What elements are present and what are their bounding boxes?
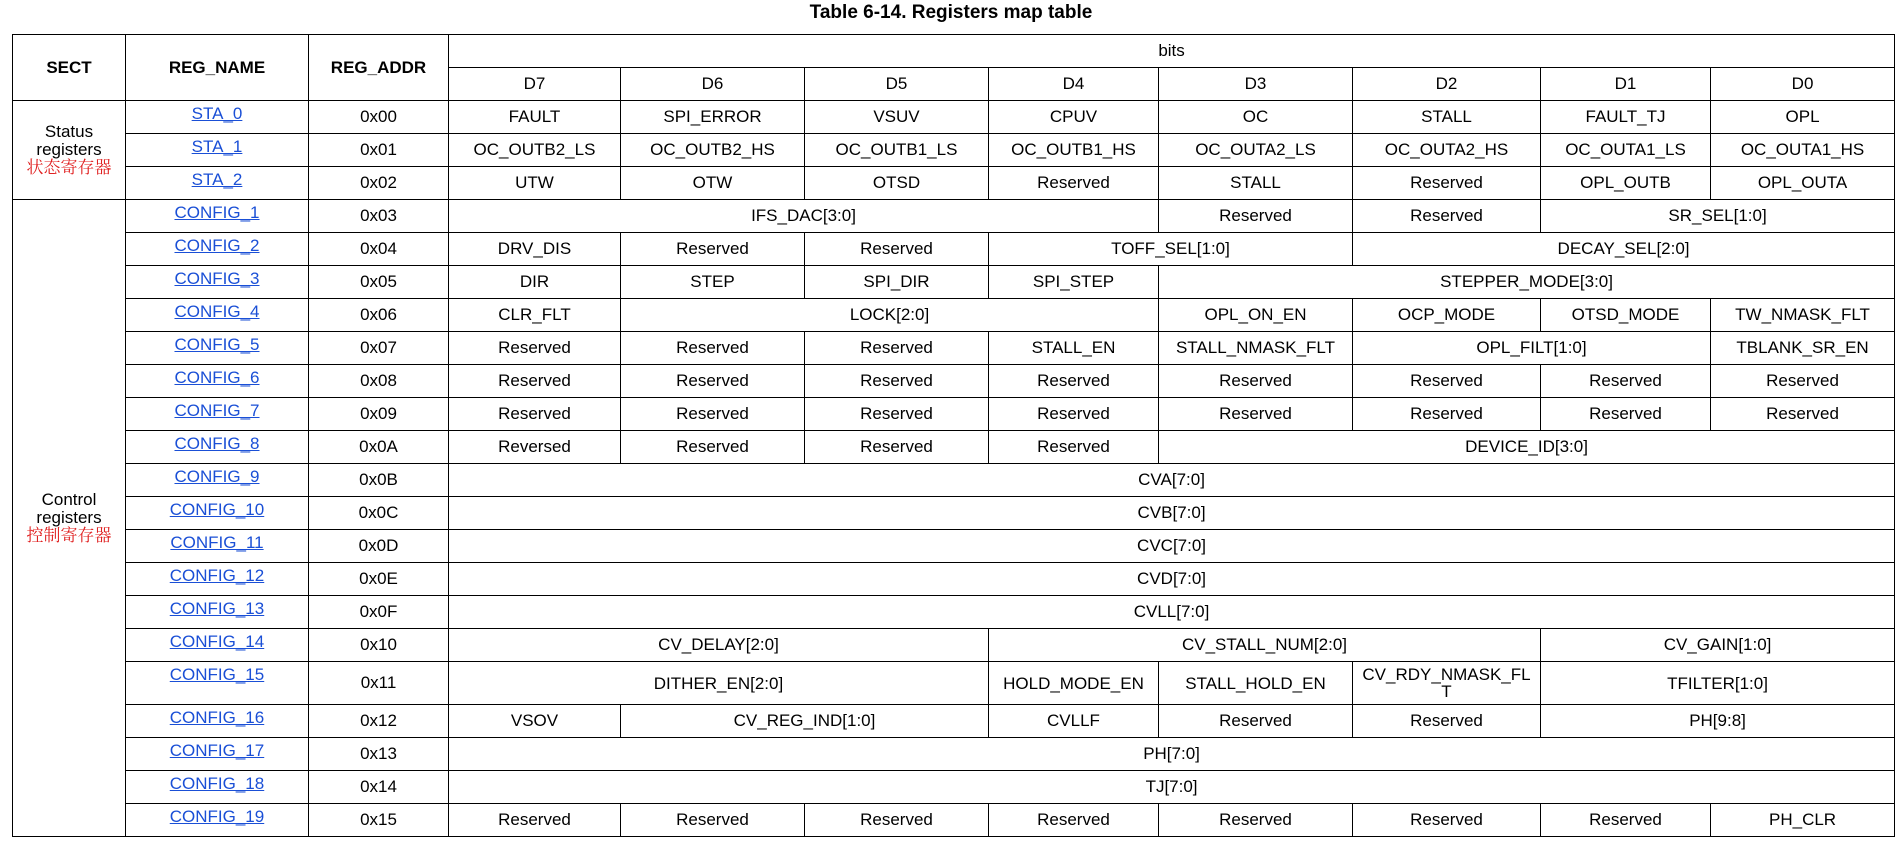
table-row bbox=[13, 266, 1895, 299]
bit-field-cell: Reserved bbox=[1159, 200, 1353, 233]
reg-name-link[interactable]: CONFIG_18 bbox=[169, 774, 265, 793]
bit-field-cell: Reserved bbox=[1353, 804, 1541, 837]
header-bit-d3: D3 bbox=[1159, 68, 1353, 101]
reg-name-link[interactable]: CONFIG_9 bbox=[174, 467, 260, 486]
reg-addr-cell: 0x15 bbox=[309, 804, 449, 837]
bit-field-cell: OTSD bbox=[805, 167, 989, 200]
bit-field-cell: OC bbox=[1159, 101, 1353, 134]
bit-field-cell: Reserved bbox=[805, 431, 989, 464]
reg-name-cell bbox=[126, 431, 309, 464]
bit-field-cell: Reserved bbox=[621, 332, 805, 365]
bit-field-cell: Reserved bbox=[1353, 398, 1541, 431]
bit-field-cell: CVD[7:0] bbox=[449, 563, 1895, 596]
reg-name-link[interactable]: CONFIG_15 bbox=[169, 665, 265, 684]
reg-addr-cell: 0x0F bbox=[309, 596, 449, 629]
reg-addr-cell: 0x0B bbox=[309, 464, 449, 497]
bit-field-cell: CVLL[7:0] bbox=[449, 596, 1895, 629]
reg-addr-cell: 0x00 bbox=[309, 101, 449, 134]
reg-name-link[interactable]: CONFIG_11 bbox=[170, 533, 264, 552]
reg-addr-cell: 0x03 bbox=[309, 200, 449, 233]
reg-addr-cell: 0x09 bbox=[309, 398, 449, 431]
bit-field-cell: STALL_EN bbox=[989, 332, 1159, 365]
control-section-cell bbox=[13, 200, 126, 837]
bit-field-cell: Reserved bbox=[1353, 365, 1541, 398]
bit-field-cell: PH[7:0] bbox=[449, 738, 1895, 771]
bit-field-cell: OPL bbox=[1711, 101, 1895, 134]
bit-field-cell: Reserved bbox=[621, 233, 805, 266]
bit-field-cell: OC_OUTB1_HS bbox=[989, 134, 1159, 167]
bit-field-cell: DIR bbox=[449, 266, 621, 299]
table-row bbox=[13, 233, 1895, 266]
table-caption: Table 6-14. Registers map table bbox=[809, 2, 1093, 23]
reg-addr-cell: 0x0E bbox=[309, 563, 449, 596]
header-bit-d7: D7 bbox=[449, 68, 621, 101]
bit-field-cell: SPI_STEP bbox=[989, 266, 1159, 299]
table-row bbox=[13, 167, 1895, 200]
bit-field-cell: Reserved bbox=[1159, 365, 1353, 398]
bit-field-cell: CV_REG_IND[1:0] bbox=[621, 705, 989, 738]
bit-field-cell: STALL_HOLD_EN bbox=[1159, 662, 1353, 705]
reg-name-link[interactable]: CONFIG_13 bbox=[169, 599, 265, 618]
reg-addr-cell: 0x11 bbox=[309, 662, 449, 705]
bit-field-cell: TBLANK_SR_EN bbox=[1711, 332, 1895, 365]
header-bit-d6: D6 bbox=[621, 68, 805, 101]
bit-field-cell: Reserved bbox=[989, 431, 1159, 464]
bit-field-cell: Reserved bbox=[621, 398, 805, 431]
header-bit-d0: D0 bbox=[1711, 68, 1895, 101]
reg-name-cell bbox=[126, 299, 309, 332]
reg-addr-cell: 0x12 bbox=[309, 705, 449, 738]
reg-name-cell bbox=[126, 563, 309, 596]
reg-name-cell bbox=[126, 464, 309, 497]
control-section-label-zh: 控制寄存器 bbox=[26, 526, 112, 545]
table-row bbox=[13, 134, 1895, 167]
bit-field-cell: CVLLF bbox=[989, 705, 1159, 738]
reg-addr-cell: 0x14 bbox=[309, 771, 449, 804]
table-row bbox=[13, 705, 1895, 738]
reg-name-link[interactable]: CONFIG_5 bbox=[174, 335, 260, 354]
reg-name-link[interactable]: STA_1 bbox=[191, 137, 243, 156]
bit-field-cell: CV_RDY_NMASK_FLT bbox=[1353, 662, 1541, 705]
header-bit-d1: D1 bbox=[1541, 68, 1711, 101]
reg-addr-cell: 0x0A bbox=[309, 431, 449, 464]
registers-map-table bbox=[12, 34, 1895, 837]
status-section-label-zh: 状态寄存器 bbox=[26, 158, 112, 177]
table-row bbox=[13, 299, 1895, 332]
reg-name-cell bbox=[126, 233, 309, 266]
bit-field-cell: STALL bbox=[1353, 101, 1541, 134]
bit-field-cell: OC_OUTA2_HS bbox=[1353, 134, 1541, 167]
table-row bbox=[13, 101, 1895, 134]
table-row bbox=[13, 629, 1895, 662]
bit-field-cell: CLR_FLT bbox=[449, 299, 621, 332]
bit-field-cell: Reserved bbox=[449, 365, 621, 398]
bit-field-cell: Reserved bbox=[1541, 398, 1711, 431]
reg-addr-cell: 0x04 bbox=[309, 233, 449, 266]
bit-field-cell: SPI_ERROR bbox=[621, 101, 805, 134]
bit-field-cell: VSUV bbox=[805, 101, 989, 134]
bit-field-cell: OPL_OUTB bbox=[1541, 167, 1711, 200]
bit-field-cell: HOLD_MODE_EN bbox=[989, 662, 1159, 705]
reg-name-cell bbox=[126, 705, 309, 738]
reg-name-link[interactable]: CONFIG_6 bbox=[174, 368, 260, 387]
bit-field-cell: Reserved bbox=[1159, 398, 1353, 431]
bit-field-cell: CPUV bbox=[989, 101, 1159, 134]
bit-field-cell: OPL_ON_EN bbox=[1159, 299, 1353, 332]
table-row bbox=[13, 497, 1895, 530]
bit-field-cell: DECAY_SEL[2:0] bbox=[1353, 233, 1895, 266]
bit-field-cell: Reserved bbox=[805, 398, 989, 431]
reg-name-cell bbox=[126, 365, 309, 398]
bit-field-cell: OC_OUTA2_LS bbox=[1159, 134, 1353, 167]
bit-field-cell: OC_OUTA1_HS bbox=[1711, 134, 1895, 167]
bit-field-cell: Reserved bbox=[805, 365, 989, 398]
table-row bbox=[13, 365, 1895, 398]
bit-field-cell: Reserved bbox=[805, 233, 989, 266]
reg-addr-cell: 0x0C bbox=[309, 497, 449, 530]
bit-field-cell: TW_NMASK_FLT bbox=[1711, 299, 1895, 332]
bit-field-cell: Reserved bbox=[989, 167, 1159, 200]
bit-field-cell: Reserved bbox=[1353, 167, 1541, 200]
reg-name-cell bbox=[126, 530, 309, 563]
bit-field-cell: TFILTER[1:0] bbox=[1541, 662, 1895, 705]
bit-field-cell: OC_OUTB2_HS bbox=[621, 134, 805, 167]
bit-field-cell: IFS_DAC[3:0] bbox=[449, 200, 1159, 233]
bit-field-cell: SPI_DIR bbox=[805, 266, 989, 299]
table-row bbox=[13, 398, 1895, 431]
reg-addr-cell: 0x13 bbox=[309, 738, 449, 771]
table-row bbox=[13, 200, 1895, 233]
reg-name-link[interactable]: CONFIG_12 bbox=[169, 566, 265, 585]
reg-name-link[interactable]: STA_0 bbox=[191, 104, 243, 123]
bit-field-cell: OPL_FILT[1:0] bbox=[1353, 332, 1711, 365]
table-row bbox=[13, 464, 1895, 497]
header-bit-d4: D4 bbox=[989, 68, 1159, 101]
bit-field-cell: TOFF_SEL[1:0] bbox=[989, 233, 1353, 266]
bit-field-cell: Reserved bbox=[449, 398, 621, 431]
bit-field-cell: Reserved bbox=[805, 804, 989, 837]
bit-field-cell: OC_OUTB1_LS bbox=[805, 134, 989, 167]
reg-addr-cell: 0x05 bbox=[309, 266, 449, 299]
bit-field-cell: TJ[7:0] bbox=[449, 771, 1895, 804]
bit-field-cell: STALL_NMASK_FLT bbox=[1159, 332, 1353, 365]
bit-field-cell: FAULT_TJ bbox=[1541, 101, 1711, 134]
reg-name-cell bbox=[126, 596, 309, 629]
bit-field-cell: CVA[7:0] bbox=[449, 464, 1895, 497]
reg-name-cell bbox=[126, 771, 309, 804]
bit-field-cell: CV_STALL_NUM[2:0] bbox=[989, 629, 1541, 662]
reg-name-cell bbox=[126, 101, 309, 134]
header-reg-addr: REG_ADDR bbox=[309, 35, 449, 101]
reg-addr-cell: 0x06 bbox=[309, 299, 449, 332]
reg-name-cell bbox=[126, 200, 309, 233]
bit-field-cell: SR_SEL[1:0] bbox=[1541, 200, 1895, 233]
bit-field-cell: CVC[7:0] bbox=[449, 530, 1895, 563]
reg-name-link[interactable]: CONFIG_14 bbox=[169, 632, 265, 651]
reg-name-link[interactable]: CONFIG_19 bbox=[169, 807, 265, 826]
table-row bbox=[13, 662, 1895, 705]
bit-field-cell: UTW bbox=[449, 167, 621, 200]
reg-name-cell bbox=[126, 629, 309, 662]
reg-addr-cell: 0x0D bbox=[309, 530, 449, 563]
bit-field-cell: Reserved bbox=[1353, 705, 1541, 738]
table-row bbox=[13, 332, 1895, 365]
table-row bbox=[13, 431, 1895, 464]
bit-field-cell: Reserved bbox=[989, 398, 1159, 431]
bit-field-cell: Reserved bbox=[621, 365, 805, 398]
reg-name-link[interactable]: CONFIG_10 bbox=[169, 500, 265, 519]
bit-field-cell: OCP_MODE bbox=[1353, 299, 1541, 332]
bit-field-cell: OTSD_MODE bbox=[1541, 299, 1711, 332]
reg-name-cell bbox=[126, 662, 309, 705]
reg-name-link[interactable]: CONFIG_4 bbox=[174, 302, 260, 321]
bit-field-cell: Reversed bbox=[449, 431, 621, 464]
bit-field-cell: STEP bbox=[621, 266, 805, 299]
bit-field-cell: OC_OUTB2_LS bbox=[449, 134, 621, 167]
bit-field-cell: Reserved bbox=[449, 332, 621, 365]
reg-name-cell bbox=[126, 266, 309, 299]
bit-field-cell: CVB[7:0] bbox=[449, 497, 1895, 530]
bit-field-cell: VSOV bbox=[449, 705, 621, 738]
table-row bbox=[13, 738, 1895, 771]
bit-field-cell: Reserved bbox=[1159, 804, 1353, 837]
table-body bbox=[13, 101, 1895, 837]
bit-field-cell: Reserved bbox=[805, 332, 989, 365]
bit-field-cell: Reserved bbox=[1711, 365, 1895, 398]
reg-name-cell bbox=[126, 398, 309, 431]
bit-field-cell: CV_GAIN[1:0] bbox=[1541, 629, 1895, 662]
table-row bbox=[13, 596, 1895, 629]
control-section-label: Control registers bbox=[36, 490, 102, 527]
bit-field-cell: PH_CLR bbox=[1711, 804, 1895, 837]
header-reg-name: REG_NAME bbox=[126, 35, 309, 101]
status-section-label: Status registers bbox=[36, 122, 102, 159]
reg-name-link[interactable]: CONFIG_8 bbox=[174, 434, 260, 453]
reg-name-cell bbox=[126, 738, 309, 771]
header-bits: bits bbox=[449, 35, 1895, 68]
reg-addr-cell: 0x10 bbox=[309, 629, 449, 662]
bit-field-cell: DRV_DIS bbox=[449, 233, 621, 266]
reg-name-cell bbox=[126, 497, 309, 530]
bit-field-cell: Reserved bbox=[1159, 705, 1353, 738]
bit-field-cell: Reserved bbox=[1353, 200, 1541, 233]
bit-field-cell: DEVICE_ID[3:0] bbox=[1159, 431, 1895, 464]
reg-addr-cell: 0x08 bbox=[309, 365, 449, 398]
table-row bbox=[13, 563, 1895, 596]
bit-field-cell: Reserved bbox=[1711, 398, 1895, 431]
bit-field-cell: OC_OUTA1_LS bbox=[1541, 134, 1711, 167]
bit-field-cell: Reserved bbox=[621, 431, 805, 464]
bit-field-cell: Reserved bbox=[621, 804, 805, 837]
status-section-cell bbox=[13, 101, 126, 200]
reg-name-link[interactable]: CONFIG_7 bbox=[174, 401, 260, 420]
reg-name-link[interactable]: CONFIG_17 bbox=[169, 741, 265, 760]
bit-field-cell: Reserved bbox=[449, 804, 621, 837]
table-row bbox=[13, 530, 1895, 563]
bit-field-cell: OPL_OUTA bbox=[1711, 167, 1895, 200]
bit-field-cell: Reserved bbox=[989, 365, 1159, 398]
bit-field-cell: Reserved bbox=[989, 804, 1159, 837]
reg-addr-cell: 0x01 bbox=[309, 134, 449, 167]
bit-field-cell: CV_DELAY[2:0] bbox=[449, 629, 989, 662]
reg-name-cell bbox=[126, 167, 309, 200]
bit-field-cell: STALL bbox=[1159, 167, 1353, 200]
bit-field-cell: Reserved bbox=[1541, 804, 1711, 837]
reg-name-cell bbox=[126, 332, 309, 365]
bit-field-cell: DITHER_EN[2:0] bbox=[449, 662, 989, 705]
header-bit-d2: D2 bbox=[1353, 68, 1541, 101]
bit-field-cell: STEPPER_MODE[3:0] bbox=[1159, 266, 1895, 299]
table-row bbox=[13, 771, 1895, 804]
reg-addr-cell: 0x07 bbox=[309, 332, 449, 365]
reg-name-link[interactable]: CONFIG_3 bbox=[174, 269, 260, 288]
bit-field-cell: Reserved bbox=[1541, 365, 1711, 398]
bit-field-cell: FAULT bbox=[449, 101, 621, 134]
bit-field-cell: PH[9:8] bbox=[1541, 705, 1895, 738]
reg-name-cell bbox=[126, 134, 309, 167]
header-sect: SECT bbox=[13, 35, 126, 101]
reg-addr-cell: 0x02 bbox=[309, 167, 449, 200]
reg-name-link[interactable]: STA_2 bbox=[191, 170, 243, 189]
header-bit-d5: D5 bbox=[805, 68, 989, 101]
reg-name-link[interactable]: CONFIG_16 bbox=[169, 708, 265, 727]
reg-name-cell bbox=[126, 804, 309, 837]
table-row bbox=[13, 804, 1895, 837]
bit-field-cell: OTW bbox=[621, 167, 805, 200]
reg-name-link[interactable]: CONFIG_2 bbox=[174, 236, 260, 255]
bit-field-cell: LOCK[2:0] bbox=[621, 299, 1159, 332]
reg-name-link[interactable]: CONFIG_1 bbox=[174, 203, 260, 222]
